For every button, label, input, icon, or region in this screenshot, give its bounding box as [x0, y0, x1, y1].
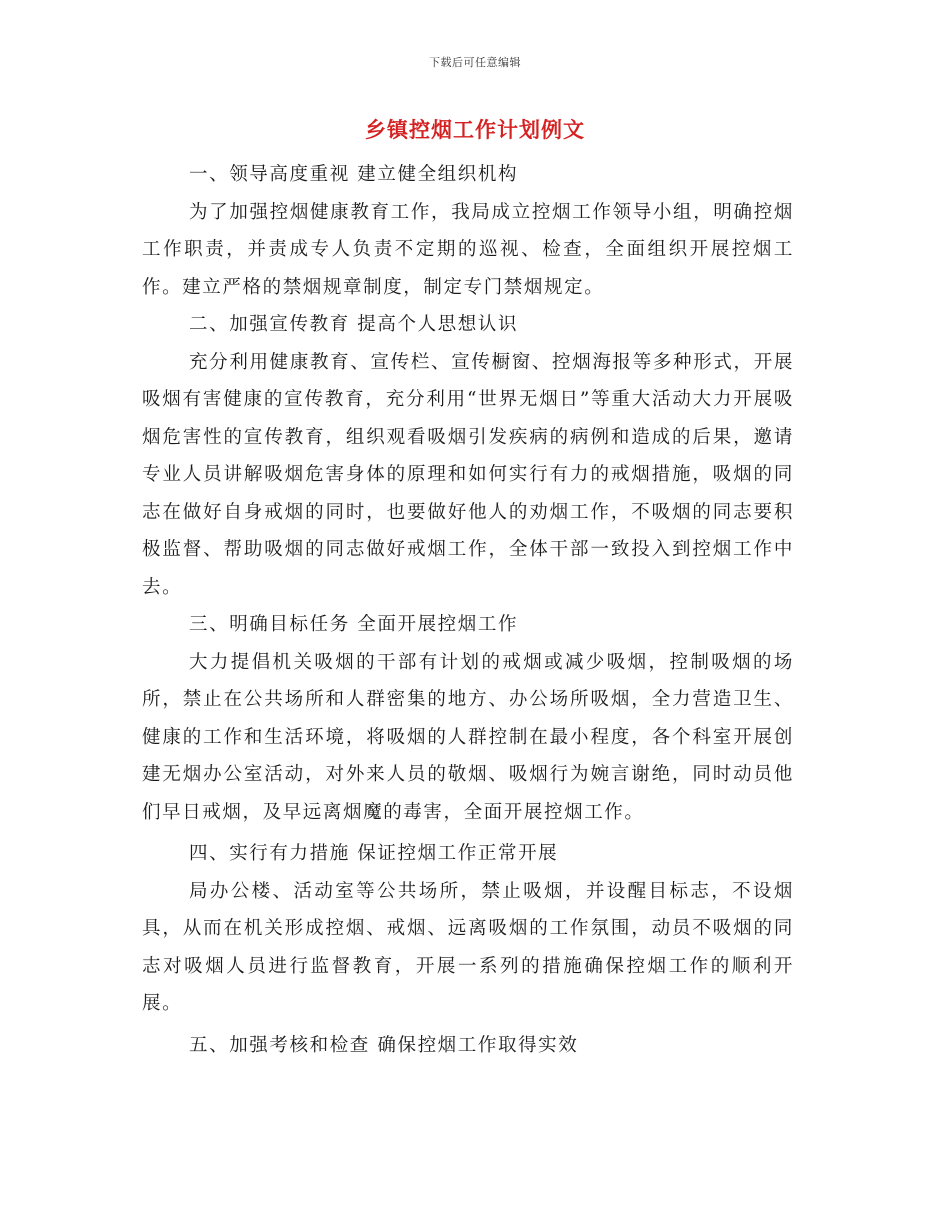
- section-paragraph: 为了加强控烟健康教育工作，我局成立控烟工作领导小组，明确控烟工作职责，并责成专人负责不定期的巡视、检查，全面组织开展控烟工作。建立严格的禁烟规章制度，制定专门禁烟规定。: [142, 201, 794, 298]
- section-heading: 二、加强宣传教育 提高个人思想认识: [189, 314, 519, 335]
- section-paragraph: 大力提倡机关吸烟的干部有计划的戒烟或减少吸烟，控制吸烟的场所，禁止在公共场所和人群密集的地方、办公场所吸烟，全力营造卫生、健康的工作和生活环境，将吸烟的人群控制在最小程度，各个科室开展创建无烟办公室活动，对外来人员的敬烟、吸烟行为婉言谢绝，同时动员他们早日戒烟，及早远离烟魔的毒害，全面开展控烟工作。: [142, 651, 794, 823]
- document-body: [142, 156, 794, 1064]
- section-paragraph: 局办公楼、活动室等公共场所，禁止吸烟，并设醒目标志，不设烟具，从而在机关形成控烟、戒烟、远离吸烟的工作氛围，动员不吸烟的同志对吸烟人员进行监督教育，开展一系列的措施确保控烟工作的顺利开展。: [142, 880, 794, 1014]
- document-title: 乡镇控烟工作计划例文: [365, 117, 585, 142]
- section-heading: 五、加强考核和检查 确保控烟工作取得实效: [189, 1034, 579, 1056]
- section-heading: 三、明确目标任务 全面开展控烟工作: [189, 614, 519, 635]
- header-note: 下载后可任意编辑: [429, 56, 521, 69]
- section-heading: 四、实行有力措施 保证控烟工作正常开展: [189, 843, 559, 864]
- section-heading: 一、领导高度重视 建立健全组织机构: [189, 164, 519, 185]
- section-paragraph: 充分利用健康教育、宣传栏、宣传橱窗、控烟海报等多种形式，开展吸烟有害健康的宣传教育，充分利用“世界无烟日”等重大活动大力开展吸烟危害性的宣传教育，组织观看吸烟引发疾病的病例和造成的后果，邀请专业人员讲解吸烟危害身体的原理和如何实行有力的戒烟措施，吸烟的同志在做好自身戒烟的同时，也要做好他人的劝烟工作，不吸烟的同志要积极监督、帮助吸烟的同志做好戒烟工作，全体干部一致投入到控烟工作中去。: [142, 351, 794, 598]
